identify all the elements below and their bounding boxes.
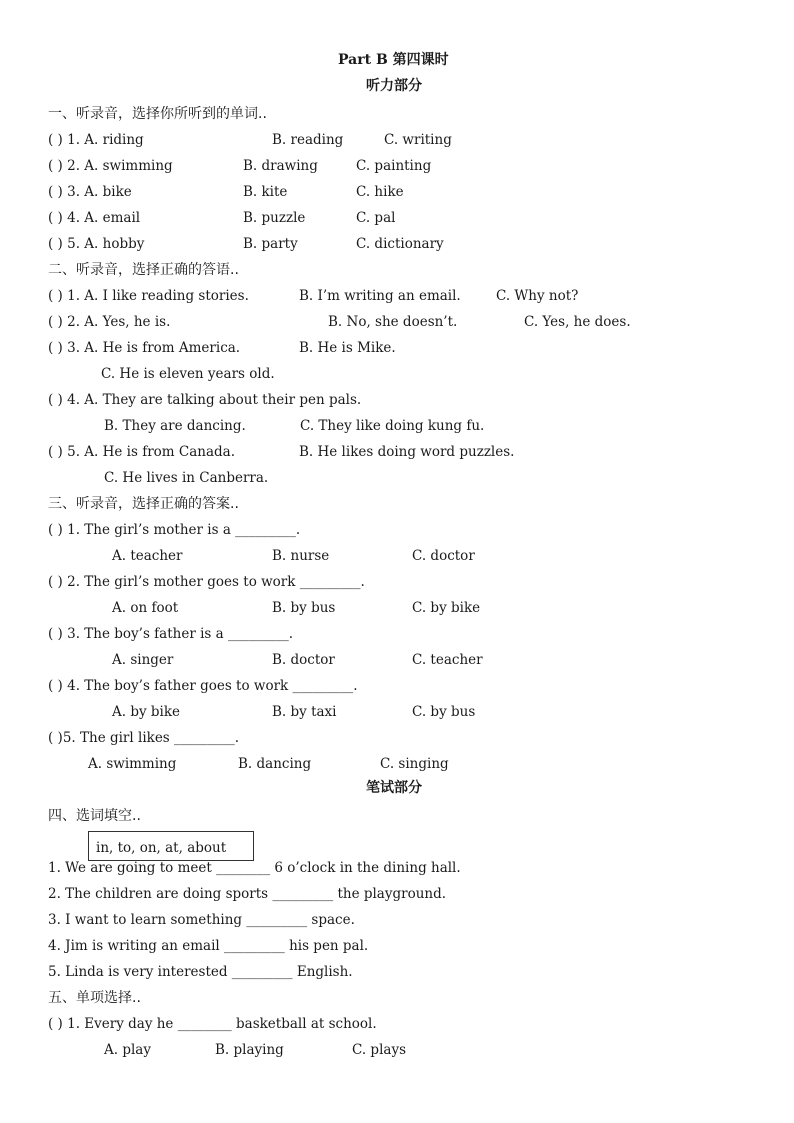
s3-q3-stem: ( ) 3. The boy’s father is a _________. — [48, 626, 293, 642]
section1-heading: 一、听录音，选择你所听到的单词.. — [48, 106, 267, 122]
s1-q1-option-c: C. writing — [384, 132, 452, 148]
s1-q4-option-a: ( ) 4. A. email — [48, 210, 141, 226]
s1-q2-option-a: ( ) 2. A. swimming — [48, 158, 173, 174]
s1-q1-option-b: B. reading — [272, 132, 344, 148]
s1-q2-option-c: C. painting — [356, 158, 432, 174]
s2-q3-option-c: C. He is eleven years old. — [101, 366, 275, 382]
s2-q5-option-a: ( ) 5. A. He is from Canada. — [48, 444, 235, 460]
s3-q3-option-b: B. doctor — [272, 652, 335, 668]
s1-q3-option-c: C. hike — [356, 184, 404, 200]
s2-q4-option-b: B. They are dancing. — [104, 418, 246, 434]
s3-q4-option-c: C. by bus — [412, 704, 476, 720]
s3-q2-stem: ( ) 2. The girl’s mother goes to work _________. — [48, 574, 365, 590]
s3-q2-option-a: A. on foot — [112, 600, 179, 616]
s3-q1-option-a: A. teacher — [112, 548, 183, 564]
s2-q2-option-c: C. Yes, he does. — [524, 314, 631, 330]
s1-q3-option-b: B. kite — [243, 184, 288, 200]
s5-q1-option-c: C. plays — [352, 1042, 406, 1058]
section5-heading: 五、单项选择.. — [48, 990, 141, 1006]
s1-q2-option-b: B. drawing — [243, 158, 318, 174]
s3-q2-option-b: B. by bus — [272, 600, 336, 616]
s1-q3-option-a: ( ) 3. A. bike — [48, 184, 132, 200]
s3-q5-option-c: C. singing — [380, 756, 449, 772]
s3-q4-option-a: A. by bike — [112, 704, 181, 720]
s3-q5-option-a: A. swimming — [88, 756, 177, 772]
s2-q3-option-a: ( ) 3. A. He is from America. — [48, 340, 241, 356]
s5-q1-stem: ( ) 1. Every day he ________ basketball at school. — [48, 1016, 377, 1032]
s3-q1-option-b: B. nurse — [272, 548, 330, 564]
s2-q2-option-b: B. No, she doesn’t. — [328, 314, 458, 330]
s1-q5-option-a: ( ) 5. A. hobby — [48, 236, 145, 252]
s4-sentence-3: 3. I want to learn something _________ space. — [48, 912, 355, 928]
section2-heading: 二、听录音，选择正确的答语.. — [48, 262, 239, 278]
s2-q1-option-a: ( ) 1. A. I like reading stories. — [48, 288, 249, 304]
s3-q4-option-b: B. by taxi — [272, 704, 337, 720]
s3-q5-option-b: B. dancing — [238, 756, 312, 772]
s4-sentence-4: 4. Jim is writing an email _________ his pen pal. — [48, 938, 369, 954]
s2-q4-option-c: C. They like doing kung fu. — [300, 418, 485, 434]
s4-sentence-2: 2. The children are doing sports _________ the playground. — [48, 886, 447, 902]
s3-q3-option-c: C. teacher — [412, 652, 483, 668]
s2-q5-option-b: B. He likes doing word puzzles. — [299, 444, 515, 460]
s3-q2-option-c: C. by bike — [412, 600, 481, 616]
word-box-text: in, to, on, at, about — [96, 840, 227, 856]
listening-title: 听力部分 — [366, 78, 422, 94]
s2-q1-option-c: C. Why not? — [496, 288, 579, 304]
s3-q1-stem: ( ) 1. The girl’s mother is a _________. — [48, 522, 301, 538]
section4-heading: 四、选词填空.. — [48, 808, 141, 824]
s2-q4-option-a: ( ) 4. A. They are talking about their pen pals. — [48, 392, 362, 408]
s3-q3-option-a: A. singer — [112, 652, 174, 668]
s2-q3-option-b: B. He is Mike. — [299, 340, 396, 356]
s1-q5-option-b: B. party — [243, 236, 298, 252]
s5-q1-option-b: B. playing — [215, 1042, 284, 1058]
s5-q1-option-a: A. play — [104, 1042, 151, 1058]
s1-q1-option-a: ( ) 1. A. riding — [48, 132, 144, 148]
page-title: Part B 第四课时 — [338, 52, 449, 68]
s3-q4-stem: ( ) 4. The boy’s father goes to work _________. — [48, 678, 358, 694]
s1-q4-option-b: B. puzzle — [243, 210, 306, 226]
s2-q2-option-a: ( ) 2. A. Yes, he is. — [48, 314, 171, 330]
s1-q4-option-c: C. pal — [356, 210, 396, 226]
s4-sentence-1: 1. We are going to meet ________ 6 o’clock in the dining hall. — [48, 860, 461, 876]
s3-q5-stem: ( )5. The girl likes _________. — [48, 730, 240, 746]
s2-q5-option-c: C. He lives in Canberra. — [104, 470, 269, 486]
s1-q5-option-c: C. dictionary — [356, 236, 444, 252]
s3-q1-option-c: C. doctor — [412, 548, 475, 564]
s4-sentence-5: 5. Linda is very interested _________ English. — [48, 964, 353, 980]
writing-title: 笔试部分 — [366, 780, 422, 796]
section3-heading: 三、听录音，选择正确的答案.. — [48, 496, 239, 512]
s2-q1-option-b: B. I’m writing an email. — [299, 288, 461, 304]
